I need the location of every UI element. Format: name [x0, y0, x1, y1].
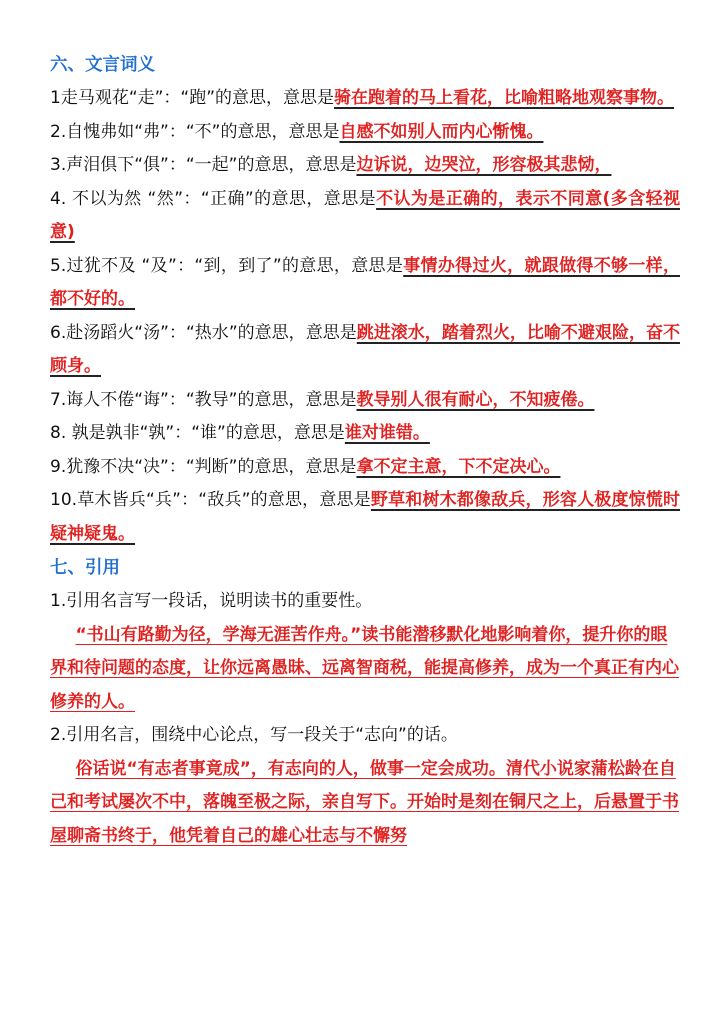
vocab-item-prompt: 10.草木皆兵“兵”：“敌兵”的意思，意思是: [50, 490, 371, 510]
quotation-question-2: 2.引用名言，围绕中心论点，写一段关于“志向”的话。: [50, 725, 458, 745]
vocab-item-prompt: 9.犹豫不决“决”：“判断”的意思，意思是: [50, 456, 357, 477]
vocab-item-7: [50, 384, 680, 418]
vocab-item-prompt: 8. 孰是孰非“孰”：“谁”的意思，意思是: [50, 423, 345, 443]
vocab-item-prompt: 4. 不以为然 “然”：“正确”的意思，意思是: [50, 188, 377, 209]
vocab-item-answer: 拿不定主意，下不定决心。: [356, 456, 561, 477]
vocab-item-answer: 不认为是正确的，表示不同意(多含轻视意): [50, 188, 680, 242]
section-heading-quotation: 七、引用: [50, 558, 120, 578]
vocab-item-answer: 自感不如别人而内心惭愧。: [339, 121, 544, 142]
vocab-item-6: [50, 317, 680, 384]
vocab-item-9: [50, 451, 680, 485]
vocab-item-prompt: 5.过犹不及 “及”：“到，到了”的意思，意思是: [50, 255, 404, 276]
quotation-answer-text: “书山有路勤为径，学海无涯苦作舟。”读书能潜移默化地影响着你，提升你的眼界和待问题的态度，让你远离愚昧、远离智商税，能提高修养，成为一个真正有内心修养的人。: [50, 624, 679, 712]
vocab-item-1: [50, 82, 680, 116]
section-heading-vocabulary: 六、文言词义: [50, 55, 155, 75]
vocab-item-4: [50, 183, 680, 250]
vocab-item-answer: 野草和树木都像敌兵，形容人极度惊慌时疑神疑鬼。: [50, 490, 680, 544]
vocab-item-prompt: 1走马观花“走”：“跑”的意思，意思是: [50, 88, 335, 108]
quotation-question-1: 1.引用名言写一段话，说明读书的重要性。: [50, 591, 373, 611]
vocab-item-2: [50, 116, 680, 150]
vocab-item-answer: 教导别人很有耐心，不知疲倦。: [356, 389, 595, 410]
vocab-item-5: [50, 250, 680, 317]
vocab-item-3: [50, 149, 680, 183]
vocab-item-answer: 谁对谁错。: [344, 423, 430, 443]
vocab-item-10: [50, 484, 680, 551]
quotation-answer-2: [50, 753, 680, 854]
vocab-item-prompt: 6.赴汤蹈火“汤”：“热水”的意思，意思是: [50, 322, 357, 343]
vocab-item-prompt: 7.诲人不倦“诲”：“教导”的意思，意思是: [50, 389, 357, 410]
vocab-item-answer: 边诉说，边哭泣，形容极其悲恸，: [356, 155, 612, 175]
vocab-item-prompt: 3.声泪俱下“俱”：“一起”的意思，意思是: [50, 155, 357, 175]
vocab-item-prompt: 2.自愧弗如“弗”：“不”的意思，意思是: [50, 121, 340, 142]
quotation-answer-text: 俗话说“有志者事竟成”，有志向的人，做事一定会成功。清代小说家蒲松龄在自己和考试屡次不中，落魄至极之际，亲自写下。开始时是刻在铜尺之上，后悬置于书屋聊斋书终于，他凭着自己的雄心壮志与不懈努: [50, 758, 679, 846]
vocab-item-8: [50, 417, 680, 451]
vocab-item-answer: 事情办得过火，就跟做得不够一样，都不好的。: [50, 255, 680, 309]
document-page: [50, 48, 680, 853]
vocab-item-answer: 跳进滚水，踏着烈火，比喻不避艰险，奋不顾身。: [50, 322, 681, 376]
quotation-answer-1: [50, 619, 680, 720]
vocab-item-answer: 骑在跑着的马上看花，比喻粗略地观察事物。: [334, 88, 675, 108]
